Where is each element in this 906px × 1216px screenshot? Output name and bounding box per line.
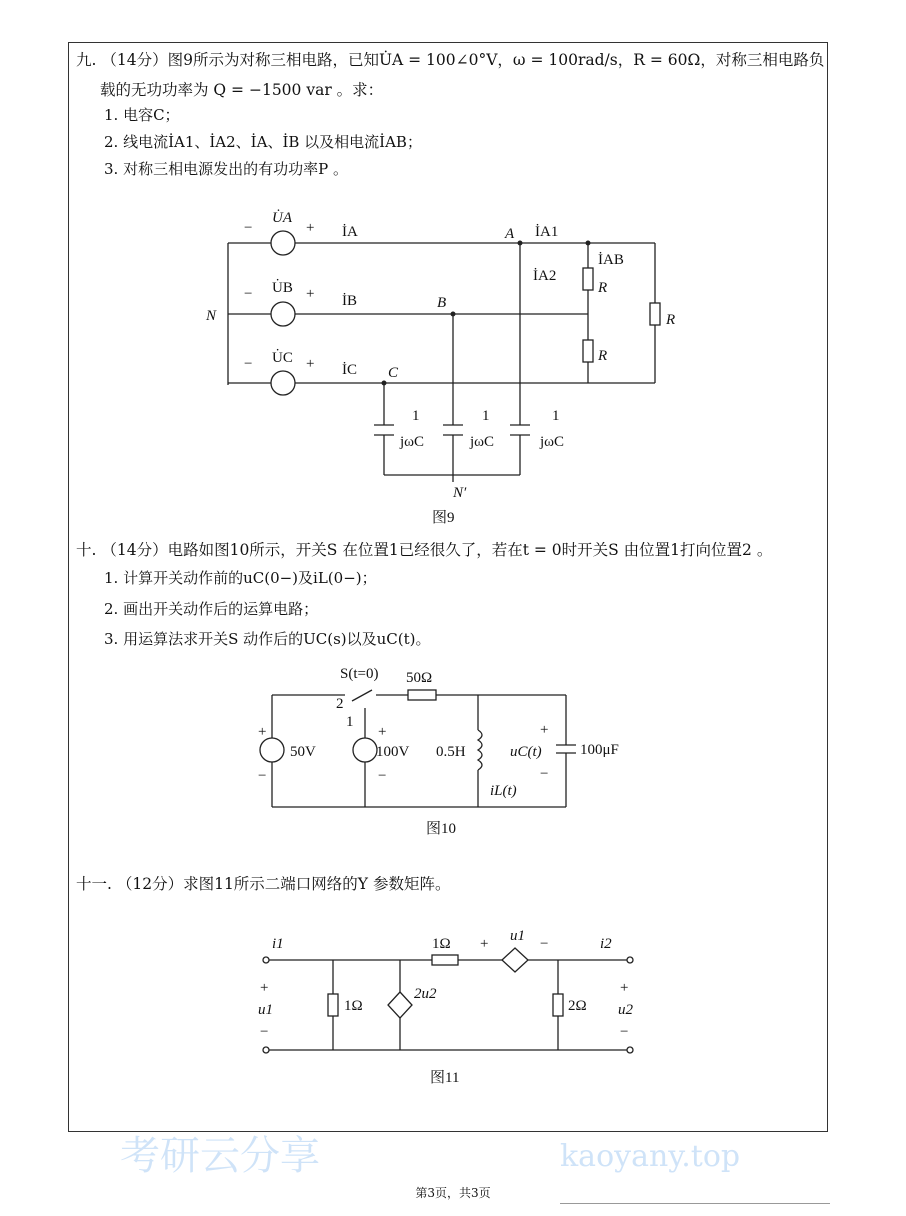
label-inductor: 0.5H [436, 744, 466, 760]
label-50ohm: 50Ω [406, 670, 433, 686]
label-b: B [437, 295, 447, 311]
watermark-url: kaoyany.top [560, 1139, 741, 1174]
page-footer: 第3页，共3页 [415, 1186, 491, 1200]
ua-minus: − [244, 220, 253, 236]
label-ib: İB [342, 293, 357, 309]
label-i2: i2 [600, 936, 612, 952]
cap2-num: 1 [482, 408, 490, 424]
label-c: C [388, 365, 399, 381]
v2-minus: − [378, 768, 387, 784]
cap1-num: 1 [412, 408, 420, 424]
v2-plus: + [378, 724, 387, 740]
label-ub: U̇B [272, 280, 293, 296]
vs-plus: + [480, 936, 489, 952]
q9-item-1: 1. 电容C； [104, 106, 180, 124]
label-r1: 1Ω [344, 998, 363, 1014]
cap3-num: 1 [552, 408, 560, 424]
label-ia2: İA2 [533, 268, 557, 284]
label-r3: R [666, 312, 676, 328]
q9-item-2: 2. 线电流İA1、İA2、İA、İB 以及相电流İAB； [104, 133, 422, 151]
uc-minus: − [244, 356, 253, 372]
q11-line1: 十一. （12分）求图11所示二端口网络的Y 参数矩阵。 [76, 875, 451, 893]
label-u2: u2 [618, 1002, 633, 1018]
uc-plus: + [540, 722, 549, 738]
figure-9 [205, 210, 675, 526]
q9-item-3: 3. 对称三相电源发出的有功功率P 。 [104, 160, 348, 178]
label-voltage-source: u1 [510, 928, 525, 944]
q9-line1: 九. （14分）图9所示为对称三相电路，已知U̇A = 100∠0°V，ω = 100rad/s，R = 60Ω，对称三相电路负 [76, 51, 825, 69]
label-il: iL(t) [490, 783, 517, 799]
figure-10-caption: 图10 [426, 821, 457, 837]
vs-minus: − [540, 936, 549, 952]
label-iab: İAB [598, 252, 624, 268]
label-ua: U̇A [272, 210, 292, 226]
label-pos1: 1 [346, 714, 354, 730]
label-a: A [505, 226, 515, 242]
label-50v: 50V [290, 744, 316, 760]
label-i1: i1 [272, 936, 284, 952]
label-r-series: 1Ω [432, 936, 451, 952]
ub-plus: + [306, 286, 315, 302]
figure-9-caption: 图9 [432, 510, 455, 526]
u1-minus: − [260, 1024, 269, 1040]
watermark-cn: 考研云分享 [120, 1133, 320, 1179]
label-ic: İC [342, 362, 357, 378]
uc-minus: − [540, 766, 549, 782]
u2-minus: − [620, 1024, 629, 1040]
figure-11 [258, 928, 634, 1086]
cap1-den: jωC [400, 434, 425, 450]
figure-10 [258, 666, 619, 837]
ub-minus: − [244, 286, 253, 302]
label-r1: R [598, 280, 608, 296]
figure-11-caption: 图11 [430, 1070, 460, 1086]
label-capacitor: 100μF [580, 742, 619, 758]
label-r2: R [598, 348, 608, 364]
label-u1: u1 [258, 1002, 273, 1018]
label-r2: 2Ω [568, 998, 587, 1014]
footer-rule [560, 1203, 830, 1204]
label-switch: S(t=0) [340, 666, 379, 682]
label-pos2: 2 [336, 696, 344, 712]
q10-item-1: 1. 计算开关动作前的uC(0−)及iL(0−)； [104, 569, 377, 587]
ua-plus: + [306, 220, 315, 236]
label-uc: uC(t) [510, 744, 542, 760]
q9-line2: 载的无功功率为 Q = −1500 var 。求： [100, 81, 384, 99]
q10-line1: 十. （14分）电路如图10所示，开关S 在位置1已经很久了，若在t = 0时开关S 由位置1打向位置2 。 [76, 541, 773, 559]
cap2-den: jωC [470, 434, 495, 450]
label-current-source: 2u2 [414, 986, 437, 1002]
label-ia1: İA1 [535, 224, 559, 240]
v1-plus: + [258, 724, 267, 740]
v1-minus: − [258, 768, 267, 784]
u1-plus: + [260, 980, 269, 996]
label-100v: 100V [376, 744, 410, 760]
u2-plus: + [620, 980, 629, 996]
uc-plus: + [306, 356, 315, 372]
q10-item-2: 2. 画出开关动作后的运算电路； [104, 600, 319, 618]
cap3-den: jωC [540, 434, 565, 450]
label-n-prime: N′ [453, 485, 467, 501]
label-uc: U̇C [272, 350, 293, 366]
q10-item-3: 3. 用运算法求开关S 动作后的UC(s)以及uC(t)。 [104, 630, 431, 648]
label-ia: İA [342, 224, 358, 240]
label-n: N [206, 308, 217, 324]
